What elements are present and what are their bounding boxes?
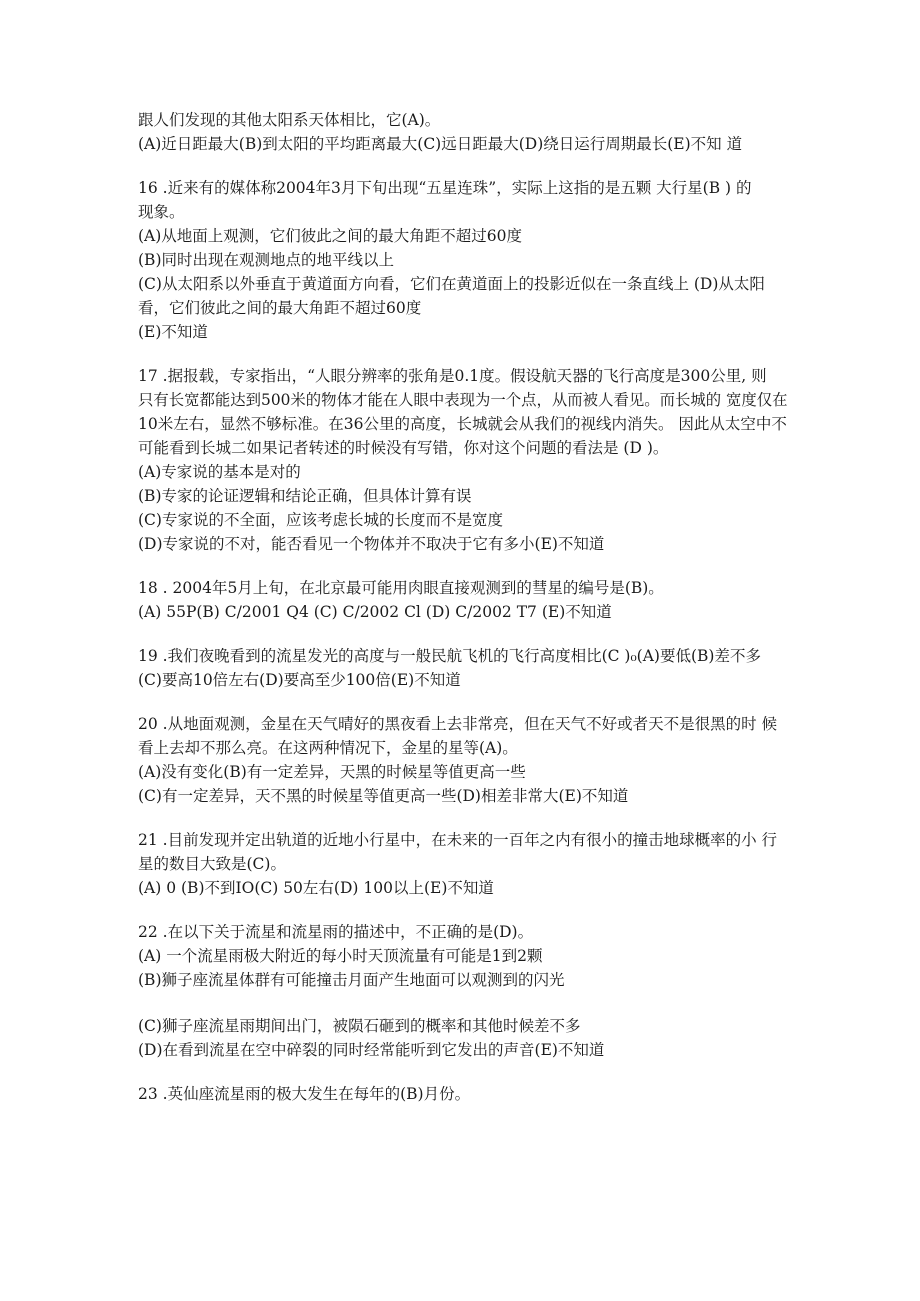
question-19 (138, 644, 788, 692)
question-21 (138, 828, 788, 900)
text-line: 跟人们发现的其他太阳系天体相比，它(A)。 (138, 111, 441, 129)
question-22-continued (138, 1014, 788, 1062)
answer-options: (C)要高10倍左右(D)要高至少100倍(E)不知道 (138, 671, 461, 689)
question-text: 22 .在以下关于流星和流星雨的描述中，不正确的是(D)。 (138, 923, 534, 941)
question-text: 20 .从地面观测，金星在天气晴好的黑夜看上去非常亮，但在天气不好或者天不是很黑的时 候 (138, 715, 778, 733)
question-15-continuation (138, 108, 788, 156)
answer-option-c-d-e: (C)有一定差异，天不黑的时候星等值更高一些(D)相差非常大(E)不知道 (138, 787, 629, 805)
answer-option-d-e: (D)专家说的不对，能否看见一个物体并不取决于它有多小(E)不知道 (138, 535, 605, 553)
question-text: 18 . 2004年5月上旬，在北京最可能用肉眼直接观测到的彗星的编号是(B)。 (138, 579, 664, 597)
answer-option-b: (B)同时出现在观测地点的地平线以上 (138, 251, 394, 269)
answer-option-e: (E)不知道 (138, 323, 208, 341)
question-17 (138, 364, 788, 556)
answer-option-b: (B)狮子座流星体群有可能撞击月面产生地面可以观测到的闪光 (138, 971, 565, 989)
question-23 (138, 1082, 788, 1106)
question-text: 现象。 (138, 203, 185, 221)
answer-option-b: (B)专家的论证逻辑和结论正确，但具体计算有误 (138, 487, 472, 505)
question-16 (138, 176, 788, 344)
question-text: 19 .我们夜晚看到的流星发光的高度与一般民航飞机的飞行高度相比(C )₀(A)要低(B)差不多 (138, 647, 761, 665)
question-text: 23 .英仙座流星雨的极大发生在每年的(B)月份。 (138, 1085, 471, 1103)
question-text: 16 .近来有的媒体称2004年3月下旬出现“五星连珠”，实际上这指的是五颗 大行星(B ) 的 (138, 179, 752, 197)
question-text: 17 .据报载，专家指出，“人眼分辨率的张角是0.1度。假设航天器的飞行高度是300公里, 则 (138, 367, 767, 385)
answer-option-a: (A)从地面上观测，它们彼此之间的最大角距不超过60度 (138, 227, 523, 245)
question-20 (138, 712, 788, 808)
answer-option-a: (A) 一个流星雨极大附近的每小时天顶流量有可能是1到2颗 (138, 947, 543, 965)
answer-option-d-cont: 看，它们彼此之间的最大角距不超过60度 (138, 299, 422, 317)
answer-option-c: (C)狮子座流星雨期间出门，被陨石砸到的概率和其他时候差不多 (138, 1017, 581, 1035)
question-text: 只有长宽都能达到500米的物体才能在人眼中表现为一个点，从而被人看见。而长城的 宽度仅在 (138, 391, 788, 409)
question-text: 21 .目前发现并定出轨道的近地小行星中，在未来的一百年之内有很小的撞击地球概率的小 行 (138, 831, 778, 849)
answer-option-a-b: (A)没有变化(B)有一定差异，天黑的时候星等值更高一些 (138, 763, 526, 781)
question-text: 看上去却不那么亮。在这两种情况下，金星的星等(A)。 (138, 739, 518, 757)
answer-option-a: (A)专家说的基本是对的 (138, 463, 301, 481)
answer-option-d-e: (D)在看到流星在空中碎裂的同时经常能听到它发出的声音(E)不知道 (138, 1041, 605, 1059)
question-text: 可能看到长城二如果记者转述的时候没有写错，你对这个问题的看法是 (D )。 (138, 439, 669, 457)
question-18 (138, 576, 788, 624)
question-22 (138, 920, 788, 992)
question-text: 星的数目大致是(C)。 (138, 855, 286, 873)
answer-options: (A)近日距最大(B)到太阳的平均距离最大(C)远日距最大(D)绕日运行周期最长(E)不知 道 (138, 135, 743, 153)
question-text: 10米左右，显然不够标准。在36公里的高度，长城就会从我们的视线内消失。 因此从太空中不 (138, 415, 787, 433)
document-page (138, 108, 788, 1106)
answer-options: (A) 0 (B)不到IO(C) 50左右(D) 100以上(E)不知道 (138, 879, 494, 897)
answer-option-c: (C)专家说的不全面，应该考虑长城的长度而不是宽度 (138, 511, 503, 529)
answer-option-c-d: (C)从太阳系以外垂直于黄道面方向看，它们在黄道面上的投影近似在一条直线上 (D)从太阳 (138, 275, 765, 293)
answer-options: (A) 55P(B) C/2001 Q4 (C) C/2002 Cl (D) C/2002 T7 (E)不知道 (138, 603, 612, 621)
